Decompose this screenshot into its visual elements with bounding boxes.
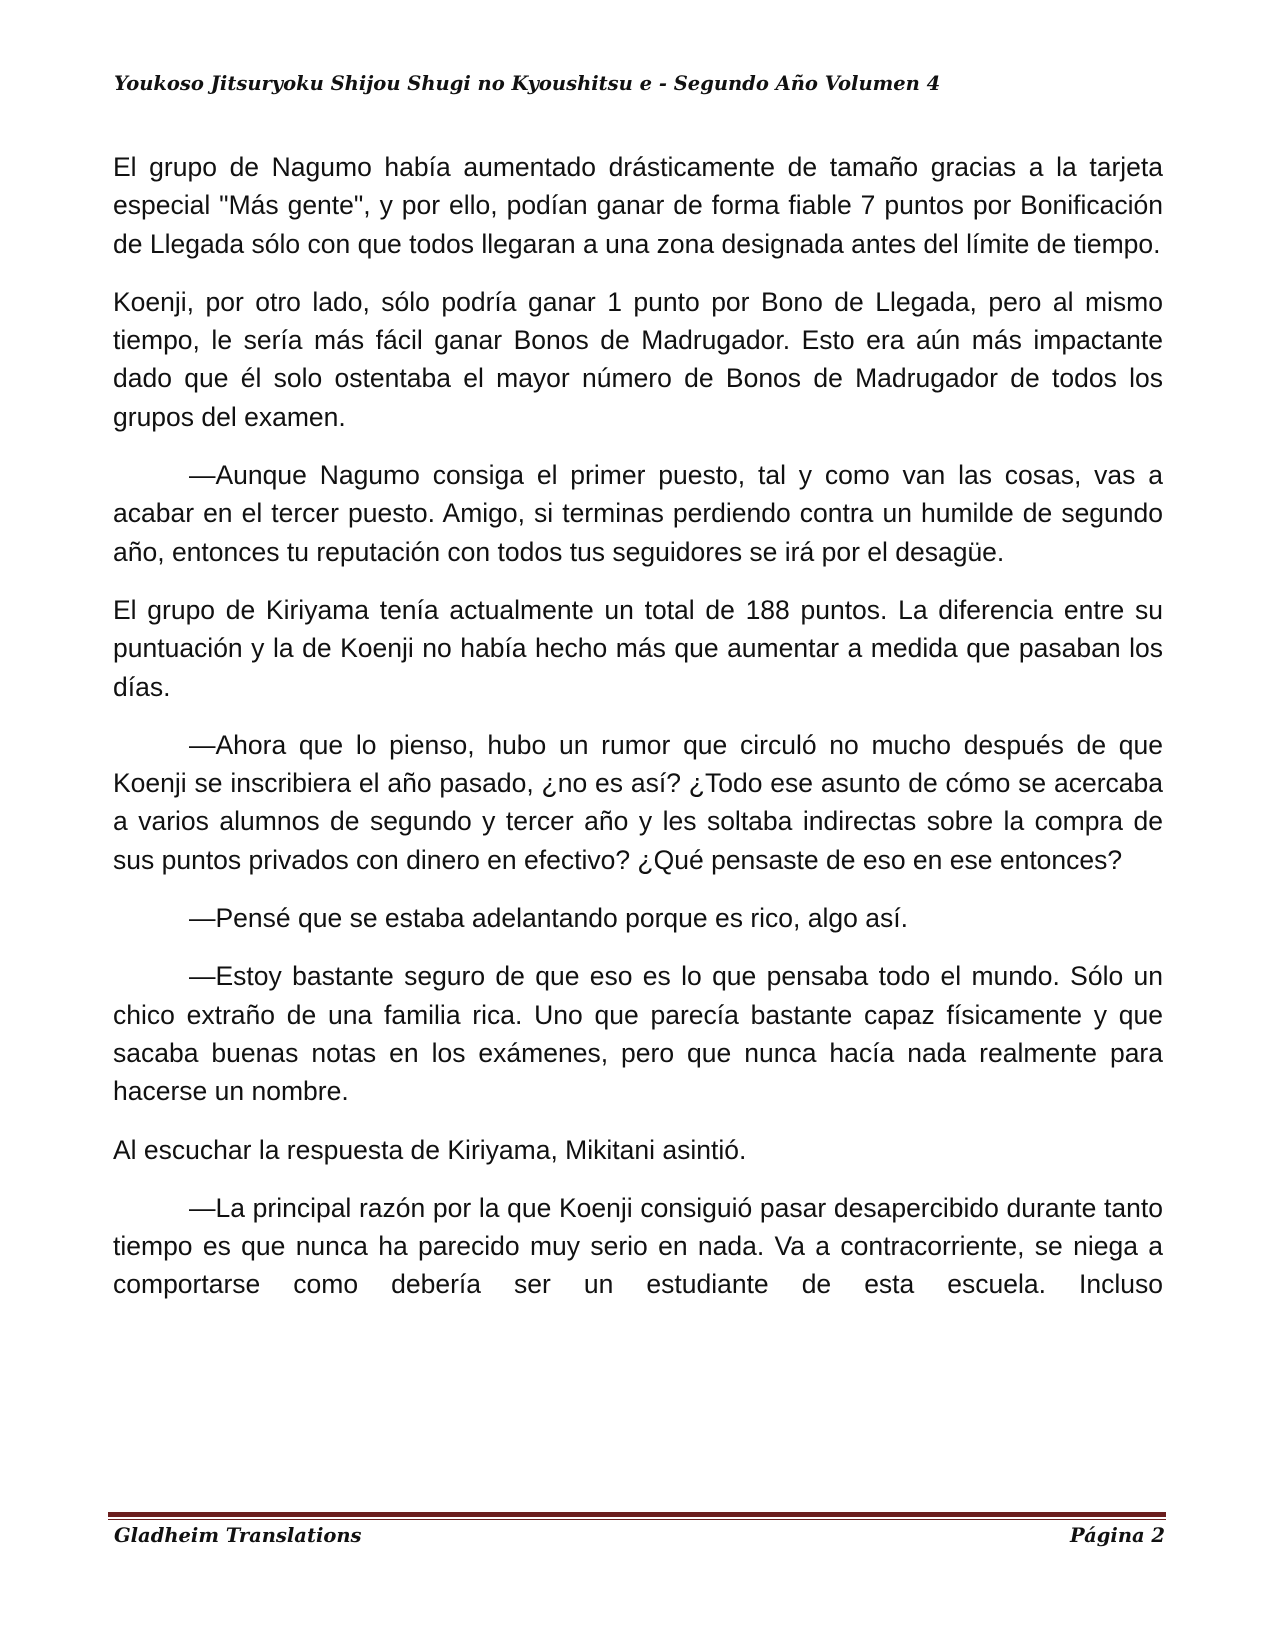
- footer-credit: Gladheim Translations: [114, 1524, 362, 1547]
- page-number: Página 2: [1070, 1524, 1165, 1547]
- paragraph-4: El grupo de Kiriyama tenía actualmente un total de 188 puntos. La diferencia entre su puntuación y la de Koenji no había hecho más que aumentar a medida que pasaban los días.: [113, 594, 1163, 702]
- paragraph-6-dialogue: —Pensé que se estaba adelantando porque es rico, algo así.: [189, 903, 908, 934]
- paragraph-8: Al escuchar la respuesta de Kiriyama, Mikitani asintió.: [113, 1134, 747, 1165]
- paragraph-2: Koenji, por otro lado, sólo podría ganar 1 punto por Bono de Llegada, pero al mismo tiempo, le sería más fácil ganar Bonos de Madrugador. Esto era aún más impactante dado que él solo ostentaba el mayor número de Bonos de Madrugador de todos los grupos del examen.: [113, 286, 1163, 432]
- running-header: Youkoso Jitsuryoku Shijou Shugi no Kyoushitsu e - Segundo Año Volumen 4: [114, 72, 941, 95]
- body-text: [113, 148, 1163, 1324]
- paragraph-5-dialogue: —Ahora que lo pienso, hubo un rumor que circuló no mucho después de que Koenji se inscribiera el año pasado, ¿no es así? ¿Todo ese asunto de cómo se acercaba a varios alumnos de segundo y tercer año y les soltaba indirectas sobre la compra de sus puntos privados con dinero en efectivo? ¿Qué pensaste de eso en ese entonces?: [113, 729, 1163, 875]
- paragraph-7-dialogue: —Estoy bastante seguro de que eso es lo que pensaba todo el mundo. Sólo un chico extraño de una familia rica. Uno que parecía bastante capaz físicamente y que sacaba buenas notas en los exámenes, pero que nunca hacía nada realmente para hacerse un nombre.: [113, 961, 1163, 1107]
- paragraph-9-dialogue: —La principal razón por la que Koenji consiguió pasar desapercibido durante tanto tiempo es que nunca ha parecido muy serio en nada. Va a contracorriente, se niega a comportarse como debería ser un estudiante de esta escuela. Incluso: [113, 1192, 1163, 1300]
- paragraph-3-dialogue: —Aunque Nagumo consiga el primer puesto, tal y como van las cosas, vas a acabar en el tercer puesto. Amigo, si terminas perdiendo contra un humilde de segundo año, entonces tu reputación con todos tus seguidores se irá por el desagüe.: [113, 460, 1163, 567]
- paragraph-1: El grupo de Nagumo había aumentado drásticamente de tamaño gracias a la tarjeta especial "Más gente", y por ello, podían ganar de forma fiable 7 puntos por Bonificación de Llegada sólo con que todos llegaran a una zona designada antes del límite de tiempo.: [113, 152, 1163, 259]
- footer-divider: [108, 1512, 1166, 1520]
